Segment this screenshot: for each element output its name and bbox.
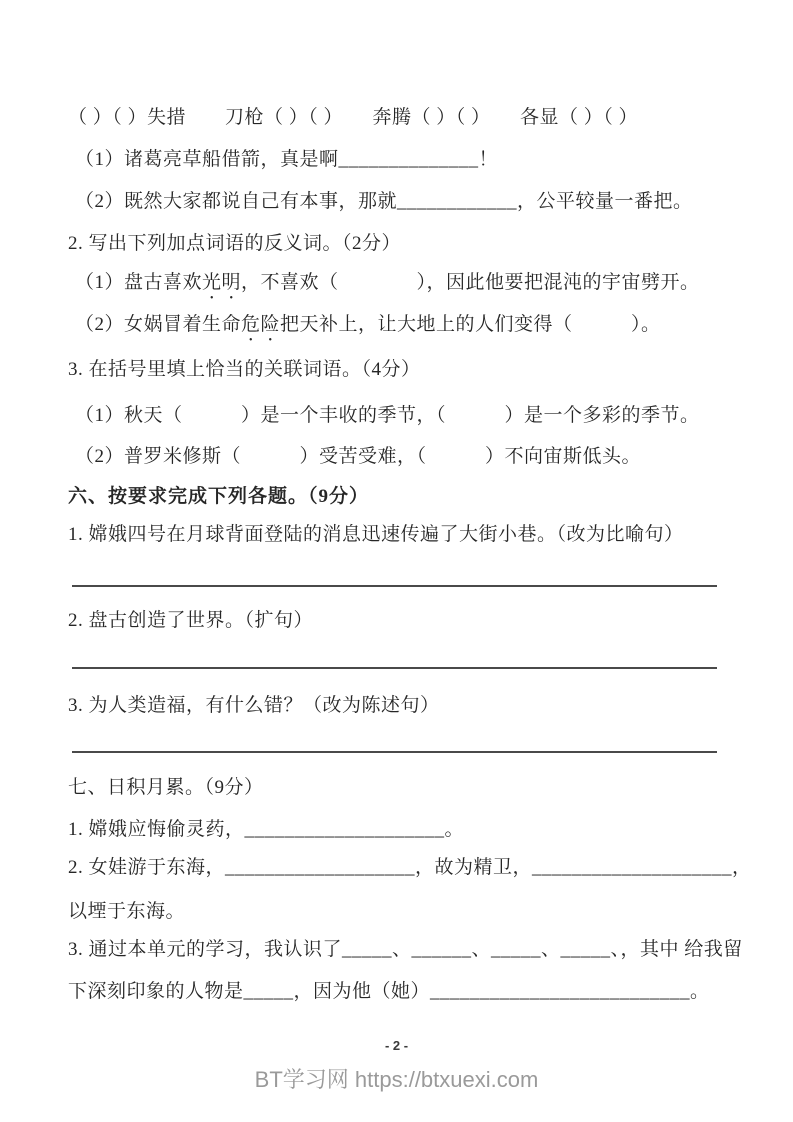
rewrite-question-2: 2. 盘古创造了世界。（扩句） (68, 610, 314, 631)
answer-line-2 (72, 667, 717, 669)
recitation-question-3-line-2: 下深刻印象的人物是_____，因为他（她）__________________________。 (68, 981, 710, 1002)
page-number: - 2 - (384, 1038, 409, 1053)
section-7-heading: 七、日积月累。（9分） (68, 777, 264, 798)
answer-line-1 (72, 585, 717, 587)
antonym-item-2-emphasized-word: 危险 (241, 314, 281, 335)
recitation-question-2-line-2: 以堙于东海。 (68, 901, 186, 922)
rewrite-question-1: 1. 嫦娥四号在月球背面登陆的消息迅速传遍了大街小巷。（改为比喻句） (68, 524, 684, 545)
antonym-item-1-post: ，不喜欢（ ），因此他要把混沌的宇宙劈开。 (241, 272, 700, 293)
recitation-question-2-line-1: 2. 女娃游于东海，___________________，故为精卫，____________________， (68, 857, 752, 878)
word-completion-line: （ ）（ ）失措 刀枪（ ）（ ） 奔腾（ ）（ ） 各显（ ）（ ） (68, 107, 639, 128)
conjunction-item-1: （1）秋天（ ）是一个丰收的季节，（ ）是一个多彩的季节。 (75, 405, 700, 426)
antonym-item-1 (75, 270, 700, 304)
recitation-question-3-line-1: 3. 通过本单元的学习，我认识了_____、______、_____、_____、，其中 给我留 (68, 939, 743, 960)
antonym-item-1-emphasized-word: 光明 (202, 272, 242, 293)
antonym-item-2-post: 把天补上，让大地上的人们变得（ ）。 (280, 314, 661, 335)
antonym-question-heading: 2. 写出下列加点词语的反义词。（2分） (68, 233, 402, 254)
conjunction-item-2: （2）普罗米修斯（ ）受苦受难，（ ）不向宙斯低头。 (75, 446, 642, 467)
rewrite-question-3: 3. 为人类造福，有什么错？（改为陈述句） (68, 695, 440, 716)
idiom-fill-item-2: （2）既然大家都说自己有本事，那就____________，公平较量一番把。 (75, 191, 693, 212)
watermark-site-link[interactable]: BT学习网 https://btxuexi.com (254, 1067, 539, 1092)
conjunction-question-heading: 3. 在括号里填上恰当的关联词语。（4分） (68, 359, 421, 380)
answer-line-3 (72, 751, 717, 753)
recitation-question-1: 1. 嫦娥应悔偷灵药，____________________。 (68, 819, 465, 840)
antonym-item-2 (75, 312, 661, 346)
idiom-fill-item-1: （1）诸葛亮草船借箭，真是啊______________！ (75, 149, 499, 170)
section-6-heading: 六、按要求完成下列各题。（9分） (68, 486, 370, 507)
antonym-item-2-pre: （2）女娲冒着生命 (75, 314, 242, 335)
antonym-item-1-pre: （1）盘古喜欢 (75, 272, 203, 293)
